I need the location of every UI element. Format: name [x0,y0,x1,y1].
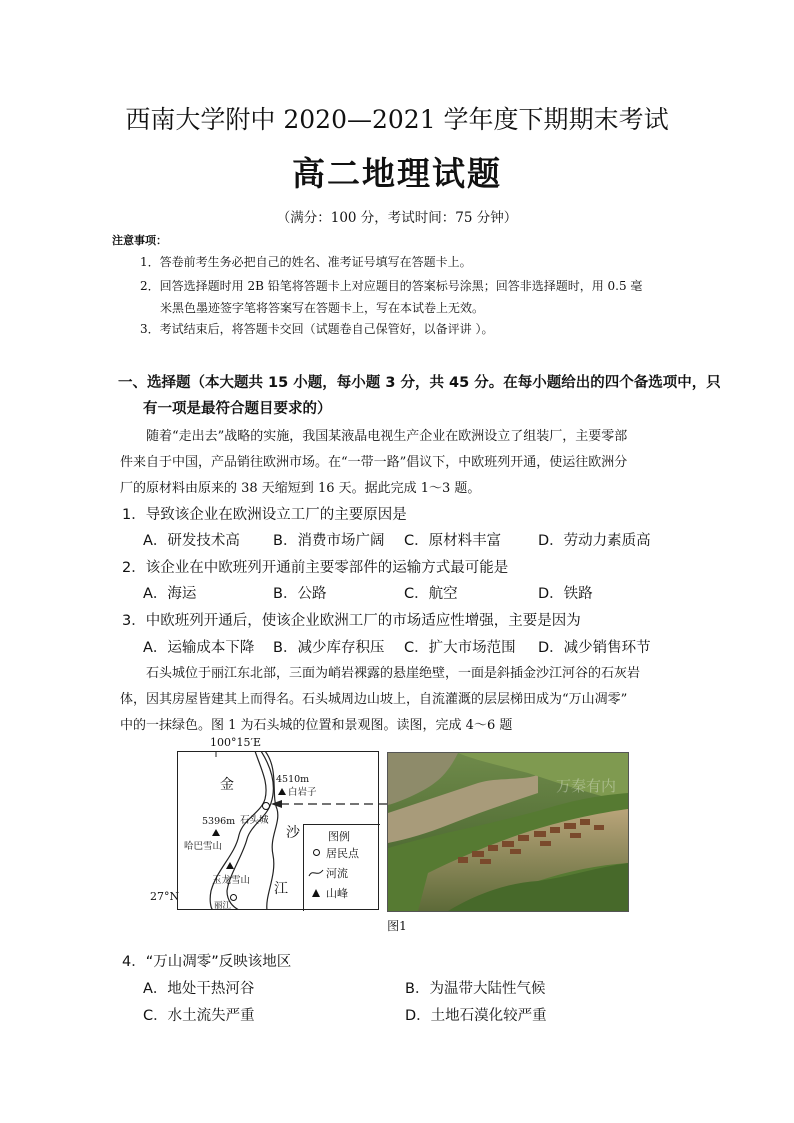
option-a: A．地处干热河谷 [143,981,255,997]
notice-heading: 注意事项： [112,234,167,247]
peak-icon [312,889,320,897]
passage-line: 体，因其房屋皆建其上而得名。石头城周边山坡上，自流灌溉的层层梯田成为“万山凋零” [120,692,628,707]
settlement-icon [313,849,320,856]
question-stem: 2．该企业在中欧班列开通前主要零部件的运输方式最可能是 [122,560,509,576]
peak-icon [226,862,234,869]
passage-line: 中的一抹绿色。图 1 为石头城的位置和景观图。读图，完成 4～6 题 [120,718,513,733]
option-d: D．减少销售环节 [538,640,651,656]
peak-icon [278,788,286,795]
passage-line: 随着“走出去”战略的实施，我国某液晶电视生产企业在欧洲设立了组装厂，主要零部 [146,429,628,444]
option-c: C．水土流失严重 [143,1008,255,1024]
option-b: B．消费市场广阔 [273,533,385,549]
peak1-name: 白岩子 [288,787,317,798]
figure-caption: 图1 [387,919,407,933]
option-b: B．公路 [273,586,327,602]
settlement-icon [230,894,237,901]
map-legend [303,824,380,911]
option-d: D．土地石漠化较严重 [405,1008,547,1024]
section-heading: 一、选择题（本大题共 15 小题，每小题 3 分，共 45 分。在每小题给出的四个备选项中，只 [118,375,721,391]
question-stem: 1．导致该企业在欧洲设立工厂的主要原因是 [122,507,407,523]
option-b: B．为温带大陆性气候 [405,981,546,997]
river-label: 金 [220,777,234,793]
exam-title: 西南大学附中 2020—2021 学年度下期期末考试 [125,105,669,134]
notice-item: 3．考试结束后，将答题卡交回（试题卷自己保管好，以备评讲 ）。 [140,322,494,336]
option-d: D．铁路 [538,586,593,602]
subject-title: 高二地理试题 [292,154,502,193]
peak2-name: 哈巴雪山 [184,841,223,852]
peak2-elevation: 5396m [202,816,236,827]
option-a: A．运输成本下降 [143,640,255,656]
option-b: B．减少库存积压 [273,640,385,656]
passage-line: 件来自于中国，产品销往欧洲市场。在“一带一路”倡议下，中欧班列开通，使运往欧洲分 [120,455,628,470]
option-c: C．扩大市场范围 [404,640,516,656]
notice-item: 2．回答选择题时用 2B 铅笔将答题卡上对应题目的答案标号涂黑；回答非选择题时，用 0.5 毫 [140,279,643,293]
settlement-icon [262,802,270,810]
question-stem: 3．中欧班列开通后，使该企业欧洲工厂的市场适应性增强，主要是因为 [122,613,581,629]
river-label: 江 [274,881,288,897]
passage-line: 石头城位于丽江东北部，三面为峭岩裸露的悬崖绝壁，一面是斜插金沙江河谷的石灰岩 [146,666,641,681]
peak-icon [212,829,220,836]
longitude-label: 100°15′E [210,736,262,749]
passage-line: 厂的原材料由原来的 38 天缩短到 16 天。据此完成 1～3 题。 [120,481,481,496]
town-lijiang: 丽江 [214,901,232,911]
notice-item: 1．答卷前考生务必把自己的姓名、准考证号填写在答题卡上。 [140,255,472,269]
section-heading-cont: 有一项是最符合题目要求的） [143,401,332,417]
location-map [177,751,379,910]
exam-info: （满分：100 分，考试时间：75 分钟） [276,210,518,226]
legend-title: 图例 [328,830,350,843]
question-stem: 4．“万山凋零”反映该地区 [122,954,292,970]
peak3-name: 玉龙雪山 [212,875,251,886]
landscape-photo [387,752,629,912]
notice-item: 米黑色墨迹签字笔将答案写在答题卡上，写在本试卷上无效。 [160,301,485,315]
town-shitoucheng: 石头城 [240,815,269,826]
option-a: A．研发技术高 [143,533,240,549]
river-icon [308,868,324,878]
dashed-arrow [270,799,390,809]
watermark: 万秦有内 [556,777,617,795]
river-label: 沙 [286,825,300,841]
option-d: D．劳动力素质高 [538,533,651,549]
option-c: C．航空 [404,586,458,602]
peak1-elevation: 4510m [276,774,310,785]
legend-item: 河流 [326,867,348,880]
legend-item: 居民点 [326,847,359,860]
latitude-label: 27°N [150,890,180,903]
legend-item: 山峰 [326,887,348,900]
option-a: A．海运 [143,586,197,602]
option-c: C．原材料丰富 [404,533,502,549]
